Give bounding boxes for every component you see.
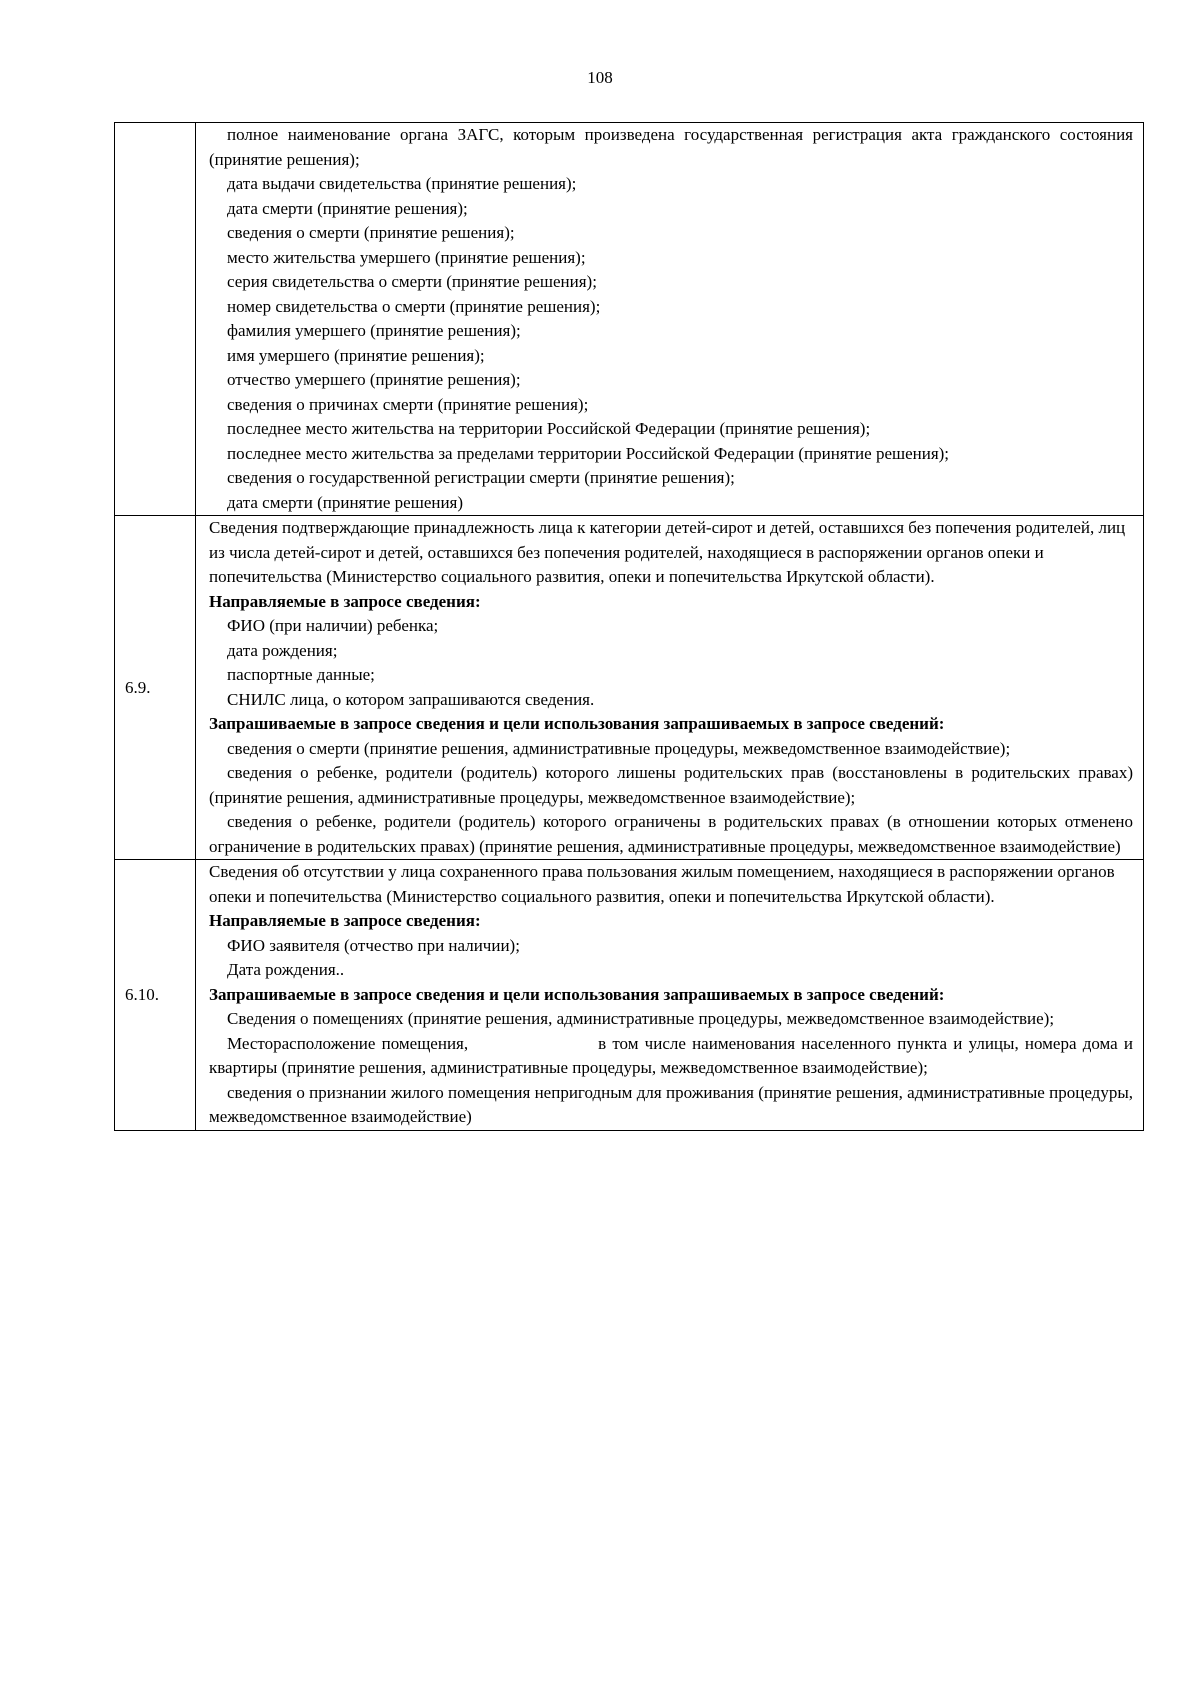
list-item: место жительства умершего (принятие решения); (227, 247, 586, 267)
list-item: серия свидетельства о смерти (принятие решения); (227, 272, 597, 291)
list-item: сведения о смерти (принятие решения); (227, 223, 515, 242)
sent-heading: Направляемые в запросе сведения: (209, 591, 481, 611)
requested-heading: Запрашиваемые в запросе сведения и цели использования запрашиваемых в запросе сведений: (209, 714, 945, 733)
list-item: сведения о ребенке, родители (родитель) которого ограничены в родительских правах (в отношении которых отменено ограничение в родительских правах) (принятие решения, административные процедуры, межведомственное взаимодействие) (209, 812, 1133, 856)
list-item: сведения о причинах смерти (принятие решения); (227, 394, 589, 414)
row-number-cell: 6.10. (115, 860, 196, 1131)
sent-heading: Направляемые в запросе сведения: (209, 911, 481, 930)
list-item: отчество умершего (принятие решения); (227, 370, 521, 389)
list-item: ФИО (при наличии) ребенка; (227, 616, 439, 635)
list-item: дата смерти (принятие решения) (227, 492, 464, 512)
list-item: сведения о признании жилого помещения непригодным для проживания (принятие решения, административные процедуры, межведомственное взаимодействие) (209, 1082, 1133, 1126)
list-item (209, 1032, 1133, 1081)
table-row (115, 860, 1144, 1131)
list-item: Сведения о помещениях (принятие решения, административные процедуры, межведомственное взаимодействие); (227, 1009, 1055, 1028)
row-content-cell (196, 860, 1144, 1131)
list-item: сведения о смерти (принятие решения, административные процедуры, межведомственное взаимодействие); (227, 738, 1011, 758)
list-item: фамилия умершего (принятие решения); (227, 321, 521, 340)
list-item: дата рождения; (227, 640, 338, 660)
list-item: сведения о ребенке, родители (родитель) которого лишены родительских прав (восстановлены в родительских правах) (принятие решения, административные процедуры, межведомственное взаимодействие); (209, 763, 1133, 807)
list-item: сведения о государственной регистрации смерти (принятие решения); (227, 468, 735, 487)
list-item: Дата рождения.. (227, 960, 345, 979)
row-number-cell: 6.9. (115, 516, 196, 860)
row-intro: Сведения подтверждающие принадлежность лица к категории детей-сирот и детей, оставшихся без попечения родителей, лиц из числа детей-сирот и детей, оставшихся без попечения родителей, находящиеся в распоряжении органов опеки и попечительства (Министерство социального развития, опеки и попечительства Иркутской области). (209, 518, 1126, 586)
row-intro: Сведения об отсутствии у лица сохраненного права пользования жилым помещением, находящиеся в распоряжении органов опеки и попечительства (Министерство социального развития, опеки и попечительства Иркутской области). (209, 862, 1115, 906)
list-item: полное наименование органа ЗАГС, которым произведена государственная регистрация акта гражданского состояния (принятие решения); (209, 125, 1133, 169)
list-item: имя умершего (принятие решения); (227, 345, 485, 365)
list-item: номер свидетельства о смерти (принятие решения); (227, 296, 601, 316)
table-row (115, 516, 1144, 860)
list-item: паспортные данные; (227, 665, 375, 684)
location-text: Месторасположение помещения, (227, 1033, 469, 1053)
list-item: последнее место жительства за пределами территории Российской Федерации (принятие решения); (227, 443, 950, 463)
table-row (115, 123, 1144, 516)
row-content-cell (196, 516, 1144, 860)
list-item: дата смерти (принятие решения); (227, 198, 468, 218)
list-item: СНИЛС лица, о котором запрашиваются сведения. (227, 689, 595, 709)
row-number-cell (115, 123, 196, 516)
requested-heading: Запрашиваемые в запросе сведения и цели использования запрашиваемых в запросе сведений: (209, 984, 945, 1004)
list-item: дата выдачи свидетельства (принятие решения); (227, 174, 577, 193)
list-item: ФИО заявителя (отчество при наличии); (227, 935, 520, 955)
location-text-continued: в том числе наименования населенного пункта и улицы, номера дома и квартиры (принятие решения, административные процедуры, межведомственное взаимодействие); (209, 1033, 1133, 1077)
requirements-table (114, 122, 1144, 1131)
list-item: последнее место жительства на территории Российской Федерации (принятие решения); (227, 419, 871, 438)
row-content-cell (196, 123, 1144, 516)
page-number: 108 (587, 68, 613, 87)
